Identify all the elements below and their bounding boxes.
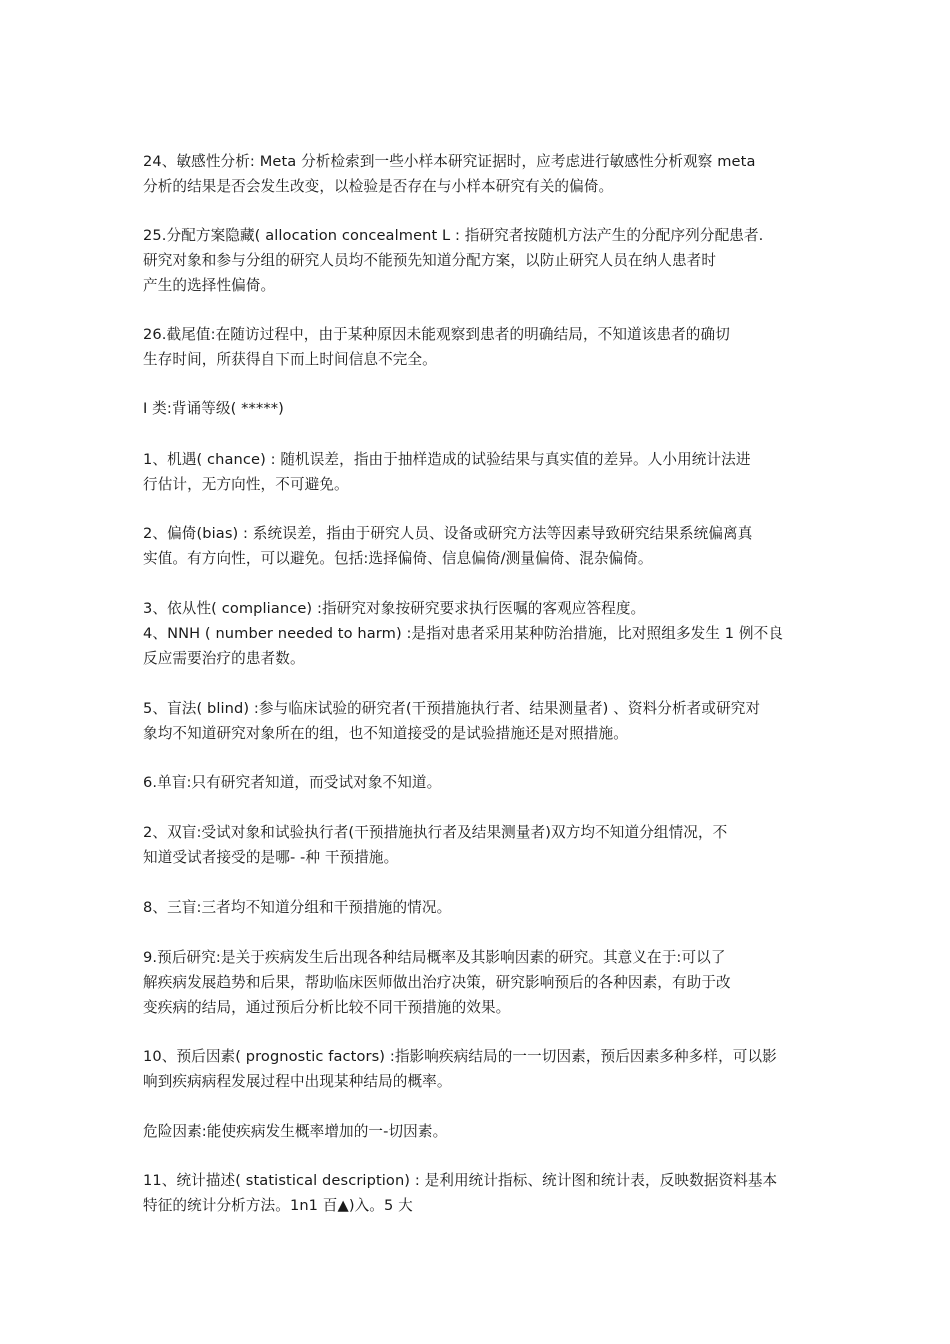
text-line: 4、NNH ( number needed to harm) :是指对患者采用某种防治措施，比对照组多发生 1 例不良 [143, 625, 784, 642]
paragraph-prognostic-factors [143, 1044, 811, 1094]
text-line: 解疾病发展趋势和后果，帮助临床医师做出治疗决策，研究影响预后的各种因素，有助于改 [143, 974, 731, 991]
text-line: 危险因素:能使疾病发生概率增加的一-切因素。 [143, 1123, 448, 1140]
paragraph-allocation-concealment [143, 223, 811, 298]
text-line: 特征的统计分析方法。1n1 百▲)入。5 大 [143, 1197, 413, 1214]
text-line: 26.截尾值:在随访过程中，由于某种原因未能观察到患者的明确结局，不知道该患者的确切 [143, 326, 730, 343]
section-heading-class-i [143, 396, 811, 421]
text-line: 反应需要治疗的患者数。 [143, 650, 305, 667]
text-line: 实值。有方向性，可以避免。包括:选择偏倚、信息偏倚/测量偏倚、混杂偏倚。 [143, 550, 653, 567]
text-line: 2、双盲:受试对象和试验执行者(干预措施执行者及结果测量者)双方均不知道分组情况，不 [143, 824, 728, 841]
paragraph-bias [143, 521, 811, 571]
text-line: 3、依从性( compliance) :指研究对象按研究要求执行医嘱的客观应答程度。 [143, 600, 646, 617]
paragraph-risk-factors [143, 1119, 811, 1144]
paragraph-double-blind [143, 820, 811, 870]
text-line: 11、统计描述( statistical description) : 是利用统计指标、统计图和统计表，反映数据资料基本 [143, 1172, 778, 1189]
text-line: I 类:背诵等级( *****) [143, 400, 284, 417]
text-line: 9.预后研究:是关于疾病发生后出现各种结局概率及其影响因素的研究。其意义在于:可以了 [143, 949, 726, 966]
text-line: 生存时间，所获得自下而上时间信息不完全。 [143, 351, 437, 368]
text-line: 2、偏倚(bias) : 系统误差，指由于研究人员、设备或研究方法等因素导致研究结果系统偏离真 [143, 525, 753, 542]
text-line: 6.单盲:只有研究者知道，而受试对象不知道。 [143, 774, 442, 791]
text-line: 分析的结果是否会发生改变，以检验是否存在与小样本研究有关的偏倚。 [143, 178, 614, 195]
paragraph-sensitivity-analysis [143, 149, 811, 199]
text-line: 变疾病的结局，通过预后分析比较不同干预措施的效果。 [143, 999, 511, 1016]
text-line: 25.分配方案隐藏( allocation concealment L : 指研究者按随机方法产生的分配序列分配患者. [143, 227, 764, 244]
paragraph-single-blind [143, 770, 811, 795]
text-line: 8、三盲:三者均不知道分组和干预措施的情况。 [143, 899, 452, 916]
text-line: 5、盲法( blind) :参与临床试验的研究者(干预措施执行者、结果测量者) 、资料分析者或研究对 [143, 700, 761, 717]
text-line: 知道受试者接受的是哪- -种 干预措施。 [143, 849, 399, 866]
paragraph-compliance-nnh [143, 596, 811, 671]
paragraph-chance [143, 447, 811, 497]
text-line: 行估计，无方向性，不可避免。 [143, 476, 349, 493]
text-line: 研究对象和参与分组的研究人员均不能预先知道分配方案，以防止研究人员在纳人患者时 [143, 252, 717, 269]
text-line: 响到疾病病程发展过程中出现某种结局的概率。 [143, 1073, 452, 1090]
paragraph-statistical-description [143, 1168, 811, 1218]
paragraph-prognosis-study [143, 945, 811, 1020]
text-line: 24、敏感性分析: Meta 分析检索到一些小样本研究证据时，应考虑进行敏感性分析观察 meta [143, 153, 756, 170]
paragraph-triple-blind [143, 895, 811, 920]
paragraph-censored-value [143, 322, 811, 372]
paragraph-blinding [143, 696, 811, 746]
text-line: 象均不知道研究对象所在的组，也不知道接受的是试验措施还是对照措施。 [143, 725, 628, 742]
text-line: 1、机遇( chance) : 随机误差，指由于抽样造成的试验结果与真实值的差异。人小用统计法进 [143, 451, 751, 468]
text-line: 10、预后因素( prognostic factors) :指影响疾病结局的一一切因素，预后因素多种多样，可以影 [143, 1048, 777, 1065]
text-line: 产生的选择性偏倚。 [143, 277, 276, 294]
